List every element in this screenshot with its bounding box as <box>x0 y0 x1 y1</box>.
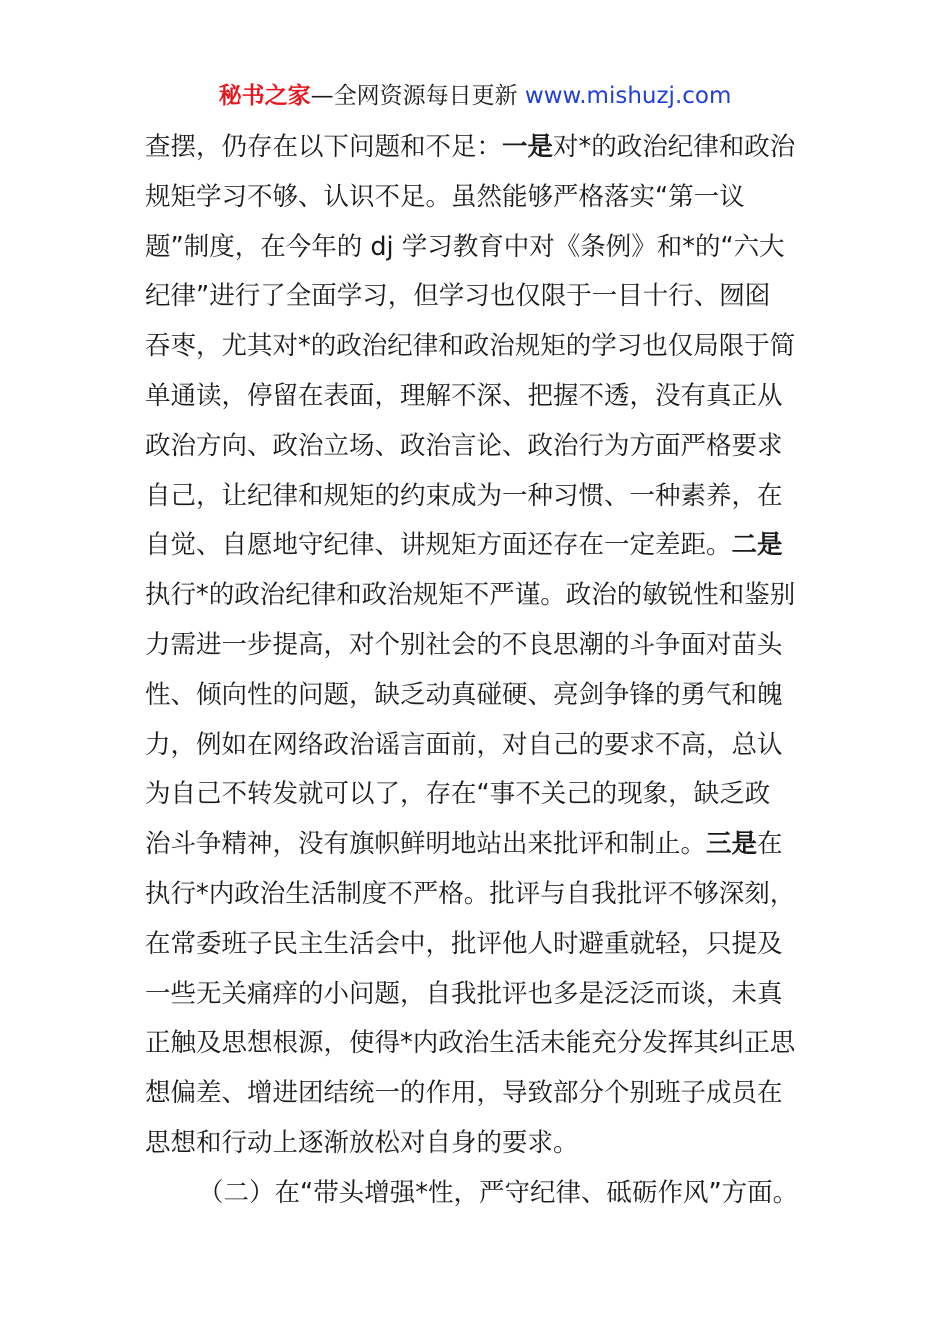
text-line <box>145 1075 825 1111</box>
text-segment: 执行*内政治生活制度不严格。批评与自我批评不够深刻， <box>145 879 796 909</box>
text-segment: 执行*的政治纪律和政治规矩不严谨。政治的敏锐性和鉴别 <box>145 580 796 611</box>
text-segment: 治斗争精神，没有旗帜鲜明地站出来批评和制止。 <box>145 829 707 860</box>
text-line <box>145 129 825 165</box>
text-segment: 单通读，停留在表面，理解不深、把握不透，没有真正从 <box>145 381 783 411</box>
header-url[interactable]: www.mishuzj.com <box>524 83 732 109</box>
text-segment: 为自己不转发就可以了，存在“事不关己的现象，缺乏政 <box>145 779 771 810</box>
text-line <box>145 328 825 364</box>
text-segment: 一些无关痛痒的小问题，自我批评也多是泛泛而谈，未真 <box>145 978 783 1009</box>
text-line <box>145 627 825 663</box>
header-brand: 秘书之家 <box>218 83 311 109</box>
text-segment: 力，例如在网络政治谣言面前，对自己的要求不高，总认 <box>145 729 783 760</box>
text-line <box>145 727 825 763</box>
text-segment: 查摆，仍存在以下问题和不足： <box>145 132 503 162</box>
text-segment: 性、倾向性的问题，缺乏动真碰硬、亮剑争锋的勇气和魄 <box>145 679 783 710</box>
text-segment: 题”制度，在今年的 dj 学习教育中对《条例》和*的“六大 <box>145 231 785 262</box>
text-line <box>145 1125 825 1161</box>
text-line <box>145 926 825 962</box>
text-line <box>145 428 825 464</box>
text-segment: 对*的政治纪律和政治 <box>553 132 796 162</box>
text-line <box>145 876 825 912</box>
text-segment: 思想和行动上逐渐放松对自身的要求。 <box>145 1128 579 1158</box>
page-header <box>0 80 950 112</box>
text-line <box>145 677 825 713</box>
text-line <box>145 378 825 414</box>
header-tagline: —全网资源每日更新 <box>310 83 525 109</box>
text-line <box>145 826 825 862</box>
bold-marker: 二是 <box>731 530 783 561</box>
text-segment: 规矩学习不够、认识不足。虽然能够严格落实“第一议 <box>145 181 745 212</box>
text-segment: 自己，让纪律和规矩的约束成为一种习惯、一种素养，在 <box>145 480 783 511</box>
text-line <box>145 976 825 1012</box>
text-line <box>145 278 825 314</box>
text-segment: 吞枣，尤其对*的政治纪律和政治规矩的学习也仅局限于简 <box>145 331 796 362</box>
text-line <box>198 1175 878 1211</box>
bold-marker: 一是 <box>502 132 554 162</box>
text-line <box>145 229 825 265</box>
text-line <box>145 478 825 514</box>
text-line <box>145 527 825 563</box>
text-segment: 政治方向、政治立场、政治言论、政治行为方面严格要求 <box>145 430 783 461</box>
text-segment: 自觉、自愿地守纪律、讲规矩方面还存在一定差距。 <box>145 530 732 561</box>
bold-marker: 三是 <box>706 829 758 860</box>
text-segment: 力需进一步提高，对个别社会的不良思潮的斗争面对苗头 <box>145 630 783 660</box>
text-segment: 正触及思想根源，使得*内政治生活未能充分发挥其纠正思 <box>145 1028 796 1059</box>
text-segment: （二）在“带头增强*性，严守纪律、砥砺作风”方面。 <box>198 1177 799 1208</box>
text-segment: 想偏差、增进团结统一的作用，导致部分个别班子成员在 <box>145 1078 783 1109</box>
text-segment: 在 <box>757 829 783 860</box>
text-line <box>145 179 825 215</box>
text-line <box>145 776 825 812</box>
text-segment: 在常委班子民主生活会中，批评他人时避重就轻，只提及 <box>145 928 783 959</box>
text-line <box>145 1025 825 1061</box>
text-segment: 纪律”进行了全面学习，但学习也仅限于一目十行、囫囵 <box>145 281 771 312</box>
text-line <box>145 577 825 613</box>
